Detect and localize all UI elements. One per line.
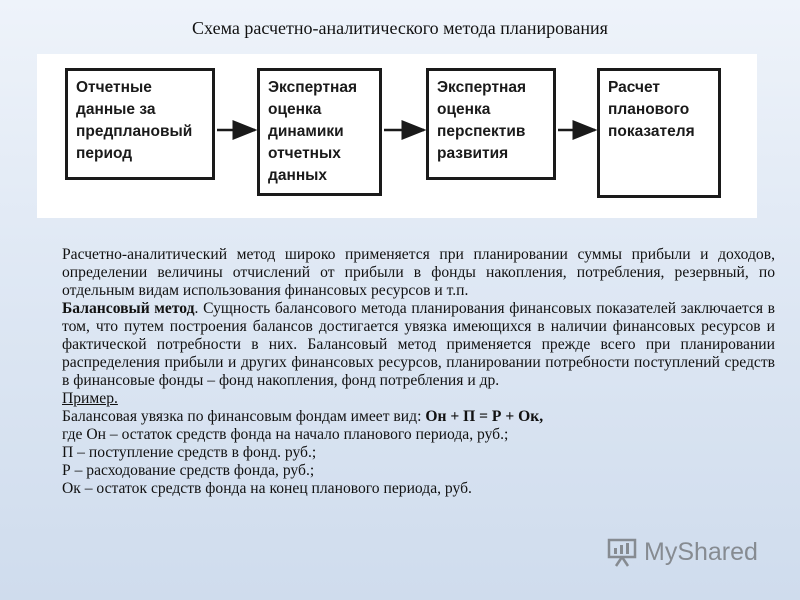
paragraph-calc-method: Расчетно-аналитический метод широко применяется при планировании суммы прибыли и доходов, определении величины отчислений от прибыли в фонды накопления, потребления, резервный, по отдельным видам использования финансовых ресурсов и т.п. <box>62 246 775 299</box>
box-expert-prospects: Экспертная оценка перспектив развития <box>426 68 556 180</box>
example-label: Пример. <box>62 390 118 407</box>
definition-end-balance: Ок – остаток средств фонда на конец планового периода, руб. <box>62 480 472 497</box>
definition-receipts: П – поступление средств в фонд. руб.; <box>62 444 317 461</box>
presentation-board-icon <box>606 536 638 568</box>
box-plan-calculation: Расчет планового показателя <box>597 68 721 198</box>
flow-diagram <box>37 54 757 218</box>
balance-formula: Он + П = Р + Ок, <box>425 408 544 425</box>
definition-spending: Р – расходование средств фонда, руб.; <box>62 462 315 479</box>
definition-start-balance: где Он – остаток средств фонда на начало планового периода, руб.; <box>62 426 509 443</box>
body-text <box>62 246 775 498</box>
box-expert-dynamics: Экспертная оценка динамики отчетных данных <box>257 68 382 196</box>
watermark-text: MyShared <box>644 537 758 566</box>
paragraph-balance-method: Балансовый метод. Сущность балансового метода планирования финансовых показателей заключается в том, что путем построения балансов достигается увязка имеющихся в наличии финансовых ресурсов и фактической потребности в них. Балансовый метод применяется прежде всего при планировании распределения прибыли и других финансовых ресурсов, планировании потребности поступлений средств в финансовые фонды – фонд накопления, фонд потребления и др. <box>62 300 775 389</box>
balance-method-term: Балансовый метод <box>62 300 195 317</box>
slide-title: Схема расчетно-аналитического метода планирования <box>192 18 608 38</box>
box-reporting-data: Отчетные данные за предплановый период <box>65 68 215 180</box>
watermark-logo <box>606 535 758 569</box>
balance-formula-line: Балансовая увязка по финансовым фондам имеет вид: Он + П = Р + Ок, <box>62 408 544 425</box>
